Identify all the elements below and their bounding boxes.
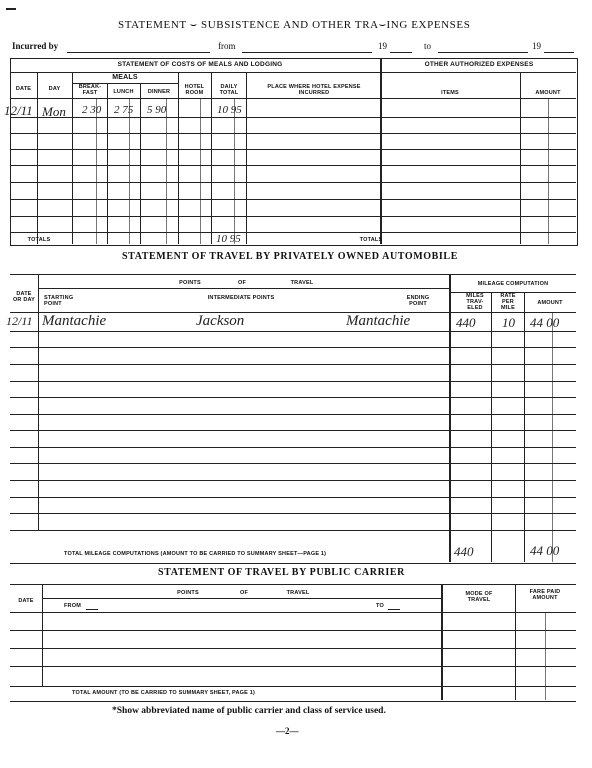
auto-divider [449, 274, 451, 562]
auto-row-line [10, 463, 576, 464]
auto-cents-line [552, 312, 553, 562]
auto-row-line [10, 347, 576, 348]
col-dinner: DINNER [147, 89, 171, 95]
auto-points-label: POINTS [179, 280, 201, 286]
col-daily-total: DAILY TOTAL [219, 84, 239, 96]
auto-total-label: TOTAL MILEAGE COMPUTATIONS (AMOUNT TO BE CARRIED TO SUMMARY SHEET—PAGE 1) [64, 551, 327, 557]
footer-note: *Show abbreviated name of public carrier and class of service used. [112, 706, 386, 716]
carrier-col-line [42, 584, 43, 686]
meals-row-line [10, 149, 576, 150]
meals-row-line [10, 216, 576, 217]
cents-line [234, 98, 235, 244]
carrier-mode-label: MODE OF TRAVEL [465, 591, 493, 603]
meals-lunch-value: 2 75 [114, 104, 134, 116]
meals-section-title: STATEMENT OF COSTS OF MEALS AND LODGING [117, 61, 283, 68]
incurred-by-line [67, 52, 210, 53]
auto-mileage-label: MILEAGE COMPUTATION [477, 281, 549, 287]
auto-rate-label: RATE PER MILE [500, 293, 516, 311]
auto-col-line [524, 292, 525, 562]
carrier-row-line [10, 666, 576, 667]
corner-mark [6, 8, 16, 10]
other-expenses-title: OTHER AUTHORIZED EXPENSES [424, 61, 534, 68]
meals-row-line [10, 232, 576, 233]
meals-col-line [107, 83, 108, 244]
auto-row-line [10, 513, 576, 514]
carrier-points-rule [42, 598, 441, 599]
auto-miles-label: MILES TRAV-ELED [466, 293, 484, 311]
to-line [438, 52, 528, 53]
meals-header-rule [10, 98, 576, 99]
page-number: —2— [276, 726, 299, 736]
col-day: DAY [48, 86, 61, 92]
auto-travel-label: TRAVEL [290, 280, 314, 286]
auto-row-line [10, 497, 576, 498]
from-line [242, 52, 372, 53]
other-totals-label: TOTALS [359, 237, 383, 243]
auto-row-line [10, 447, 576, 448]
carrier-to-line [388, 609, 400, 610]
meals-row-line [10, 165, 576, 166]
auto-row-line [10, 530, 576, 531]
auto-of-label: OF [237, 280, 247, 286]
meals-title-rule [10, 72, 576, 73]
form-title: STATEMENT ⌣ SUBSISTENCE AND OTHER TRA⌣ING EXPENSES [118, 19, 471, 31]
carrier-travel-label: TRAVEL [286, 590, 310, 596]
meals-row-line [10, 199, 576, 200]
auto-starting-label: STARTING POINT [44, 295, 74, 307]
col-items: ITEMS [441, 90, 459, 96]
meals-day-value: Mon [42, 104, 66, 119]
auto-row-line [10, 331, 576, 332]
meals-date-value: 12/11 [4, 103, 33, 118]
carrier-from-line [86, 609, 98, 610]
carrier-fare-label: FARE PAID AMOUNT [529, 589, 561, 601]
meals-row-line [10, 133, 576, 134]
auto-amount-label: AMOUNT [537, 300, 563, 306]
auto-row-line [10, 397, 576, 398]
meals-dinner-value: 5 90 [147, 104, 167, 116]
carrier-date-label: DATE [18, 598, 34, 604]
auto-section-title: STATEMENT OF TRAVEL BY PRIVATELY OWNED AUTOMOBILE [122, 251, 458, 262]
auto-intermediate-label: INTERMEDIATE POINTS [207, 295, 275, 301]
meals-row-line [10, 182, 576, 183]
auto-miles-value: 440 [456, 315, 476, 330]
nineteen-line-1 [390, 52, 412, 53]
nineteen-label-1: 19 [378, 41, 387, 51]
carrier-row-line [10, 648, 576, 649]
auto-col-line [491, 292, 492, 562]
cents-line [96, 98, 97, 244]
auto-total-amount: 44 00 [530, 543, 560, 558]
cents-line [166, 98, 167, 244]
auto-ending-label: ENDING POINT [406, 295, 430, 307]
carrier-col-line [515, 584, 516, 700]
carrier-points-label: POINTS [177, 590, 199, 596]
meals-totals-label: TOTALS [27, 237, 51, 243]
auto-row-line [10, 364, 576, 365]
auto-end-value: Mantachie [346, 313, 411, 329]
from-label: from [218, 41, 236, 51]
cents-line [548, 98, 549, 244]
meals-group-label: MEALS [112, 74, 138, 81]
carrier-total-label: TOTAL AMOUNT (TO BE CARRIED TO SUMMARY SHEET, PAGE 1) [72, 690, 256, 696]
carrier-from-label: FROM [64, 603, 81, 609]
col-lunch: LUNCH [113, 89, 134, 95]
carrier-to-label: TO [376, 603, 384, 609]
meals-row-line [10, 117, 576, 118]
meals-total-value: 10 95 [216, 233, 241, 245]
nineteen-line-2 [544, 52, 574, 53]
auto-intermediate-value: Jackson [196, 313, 245, 329]
carrier-row-line [10, 686, 576, 687]
auto-row-line [10, 430, 576, 431]
carrier-header-rule [10, 612, 576, 613]
carrier-row-line [10, 630, 576, 631]
auto-points-rule [38, 288, 449, 289]
auto-row-line [10, 480, 576, 481]
auto-date-label: DATE OR DAY [12, 291, 36, 303]
auto-start-value: Mantachie [42, 313, 107, 329]
cents-line [200, 98, 201, 244]
auto-total-miles: 440 [454, 544, 474, 559]
col-hotel-room: HOTEL ROOM [184, 84, 205, 96]
incurred-by-label: Incurred by [12, 41, 59, 51]
meals-breakfast-value: 2 30 [82, 104, 102, 116]
cents-line [129, 98, 130, 244]
nineteen-label-2: 19 [532, 41, 541, 51]
to-label: to [424, 41, 432, 51]
auto-rate-value: 10 [502, 315, 515, 330]
col-date: DATE [15, 86, 32, 92]
col-amount: AMOUNT [535, 90, 561, 96]
carrier-divider [441, 584, 443, 700]
auto-row-line [10, 381, 576, 382]
meals-col-line [140, 83, 141, 244]
carrier-of-label: OF [239, 590, 249, 596]
auto-row-line [10, 414, 576, 415]
col-breakfast: BREAK-FAST [78, 84, 102, 96]
carrier-section-title: STATEMENT OF TRAVEL BY PUBLIC CARRIER [158, 567, 405, 578]
col-place: PLACE WHERE HOTEL EXPENSE INCURRED [267, 84, 361, 96]
meals-daily-total-value: 10 95 [217, 104, 242, 116]
auto-date-value: 12/11 [6, 314, 33, 328]
auto-amount-value: 44 00 [530, 315, 560, 330]
